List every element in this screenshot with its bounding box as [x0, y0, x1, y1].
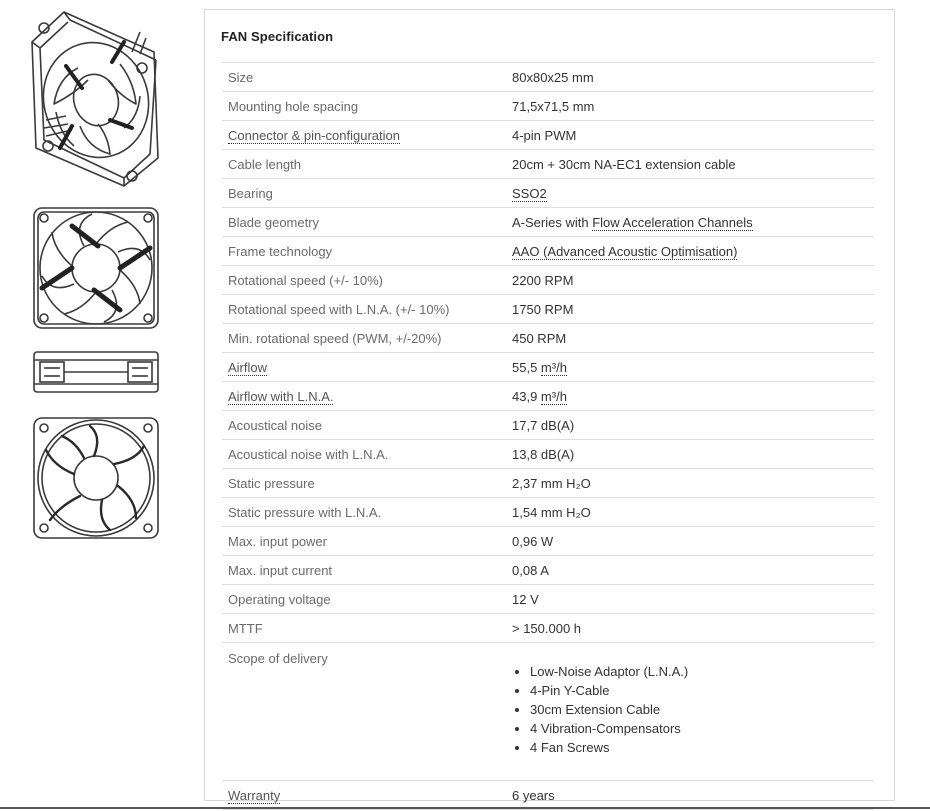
spec-label-text: Max. input current: [228, 562, 333, 578]
spec-value: [506, 498, 874, 527]
fan-side-drawing-icon: [32, 350, 160, 394]
spec-label: [222, 150, 506, 179]
delivery-item: • 4 Fan Screws: [530, 738, 874, 757]
spec-value: [506, 266, 874, 295]
spec-value: [506, 614, 874, 643]
spec-value: [506, 556, 874, 585]
spec-label-text: Acoustical noise with L.N.A.: [228, 446, 389, 462]
spec-row: [222, 179, 874, 208]
scope-of-delivery-value: [506, 643, 874, 781]
spec-value: [506, 382, 874, 411]
spec-label-text: Blade geometry: [228, 214, 320, 230]
warranty-link[interactable]: Warranty: [228, 787, 281, 803]
spec-value: [506, 63, 874, 92]
spec-label-text: Size: [228, 69, 254, 85]
delivery-item: • Low-Noise Adaptor (L.N.A.): [530, 662, 874, 681]
spec-label-text: Frame technology: [228, 243, 333, 259]
spec-value: [506, 353, 874, 382]
spec-label-link[interactable]: Airflow with L.N.A.: [228, 388, 334, 404]
spec-row: [222, 469, 874, 498]
spec-row: [222, 585, 874, 614]
spec-row: [222, 556, 874, 585]
fan-perspective-drawing-icon: [28, 8, 164, 190]
spec-label-text: MTTF: [228, 620, 263, 636]
spec-row: [222, 411, 874, 440]
spec-value: [506, 411, 874, 440]
spec-label: [222, 614, 506, 643]
spec-value-link[interactable]: m³/h: [540, 359, 567, 375]
spec-table: [222, 62, 874, 810]
bottom-divider: [0, 807, 930, 809]
spec-row: [222, 150, 874, 179]
spec-value-link[interactable]: m³/h: [540, 388, 567, 404]
spec-label: [222, 208, 506, 237]
spec-value-text: 450 RPM: [512, 330, 567, 346]
spec-label: [222, 179, 506, 208]
spec-value-text: 0,96 W: [512, 533, 554, 549]
spec-value: [506, 150, 874, 179]
delivery-item: • 4-Pin Y-Cable: [530, 681, 874, 700]
spec-value: [506, 92, 874, 121]
spec-label: [222, 121, 506, 150]
fan-front-drawing-icon: [32, 206, 160, 330]
spec-label-link[interactable]: Connector & pin-configuration: [228, 127, 400, 143]
spec-value-text: 2200 RPM: [512, 272, 574, 288]
spec-value: [506, 121, 874, 150]
spec-row: [222, 121, 874, 150]
spec-row: [222, 266, 874, 295]
spec-label: [222, 353, 506, 382]
spec-label: [222, 527, 506, 556]
spec-value-text: 20cm + 30cm NA-EC1 extension cable: [512, 156, 736, 172]
spec-label-link[interactable]: Airflow: [228, 359, 268, 375]
fan-rear-drawing-icon: [32, 416, 160, 540]
spec-label: [222, 585, 506, 614]
spec-row: [222, 527, 874, 556]
spec-label-text: Max. input power: [228, 533, 327, 549]
warranty-value: 6 years: [506, 781, 874, 810]
spec-label: [222, 237, 506, 266]
spec-value: [506, 469, 874, 498]
panel-title: FAN Specification: [221, 29, 334, 44]
spec-value: [506, 179, 874, 208]
spec-value-text: > 150.000 h: [512, 620, 582, 636]
spec-label-text: Acoustical noise: [228, 417, 322, 433]
spec-row: [222, 237, 874, 266]
spec-row: [222, 498, 874, 527]
spec-value-link[interactable]: AAO (Advanced Acoustic Optimisation): [512, 243, 738, 259]
spec-value-text: 80x80x25 mm: [512, 69, 594, 85]
spec-label-text: Bearing: [228, 185, 273, 201]
spec-row: [222, 353, 874, 382]
spec-value-text: 1750 RPM: [512, 301, 574, 317]
spec-row: [222, 324, 874, 353]
spec-row: [222, 63, 874, 92]
spec-label: [222, 556, 506, 585]
fan-specification-panel: [204, 9, 895, 801]
spec-label: [222, 92, 506, 121]
spec-label: [222, 469, 506, 498]
spec-value-prefix: 55,5: [512, 359, 541, 375]
spec-label-text: Operating voltage: [228, 591, 331, 607]
spec-label: [222, 63, 506, 92]
spec-value: [506, 237, 874, 266]
spec-value-text: 12 V: [512, 591, 539, 607]
warranty-row: [222, 781, 874, 810]
spec-label: [222, 382, 506, 411]
spec-value-link[interactable]: Flow Acceleration Channels: [592, 214, 753, 230]
delivery-list: [512, 643, 874, 757]
spec-value-text: 1,54 mm H₂O: [512, 504, 591, 520]
spec-label-text: Cable length: [228, 156, 301, 172]
spec-label: [222, 266, 506, 295]
spec-label-text: Static pressure: [228, 475, 315, 491]
spec-row: [222, 382, 874, 411]
spec-label: [222, 498, 506, 527]
delivery-item: • 30cm Extension Cable: [530, 700, 874, 719]
spec-value-prefix: 43,9: [512, 388, 541, 404]
spec-value-prefix: A-Series with: [512, 214, 593, 230]
spec-label: [222, 440, 506, 469]
spec-label: [222, 324, 506, 353]
spec-label-text: Rotational speed (+/- 10%): [228, 272, 384, 288]
scope-of-delivery-row: [222, 643, 874, 781]
spec-row: [222, 208, 874, 237]
spec-value: [506, 527, 874, 556]
spec-label: [222, 411, 506, 440]
spec-value-text: 0,08 A: [512, 562, 549, 578]
spec-value: [506, 324, 874, 353]
spec-row: [222, 614, 874, 643]
spec-value: [506, 208, 874, 237]
spec-value: [506, 585, 874, 614]
spec-row: [222, 92, 874, 121]
spec-value-text: 4-pin PWM: [512, 127, 577, 143]
fan-drawings: [28, 8, 164, 548]
spec-label-text: Rotational speed with L.N.A. (+/- 10%): [228, 301, 450, 317]
spec-value: [506, 440, 874, 469]
spec-row: [222, 440, 874, 469]
spec-value-text: 13,8 dB(A): [512, 446, 575, 462]
spec-value-text: 17,7 dB(A): [512, 417, 575, 433]
delivery-item: • 4 Vibration-Compensators: [530, 719, 874, 738]
spec-label-text: Min. rotational speed (PWM, +/-20%): [228, 330, 442, 346]
spec-label: [222, 295, 506, 324]
spec-value: [506, 295, 874, 324]
spec-value-text: 2,37 mm H₂O: [512, 475, 591, 491]
spec-value-link[interactable]: SSO2: [512, 185, 547, 201]
spec-label-text: Mounting hole spacing: [228, 98, 359, 114]
scope-of-delivery-label: Scope of delivery: [222, 643, 506, 781]
spec-label-text: Static pressure with L.N.A.: [228, 504, 382, 520]
warranty-label: [222, 781, 506, 810]
spec-row: [222, 295, 874, 324]
spec-value-text: 71,5x71,5 mm: [512, 98, 595, 114]
